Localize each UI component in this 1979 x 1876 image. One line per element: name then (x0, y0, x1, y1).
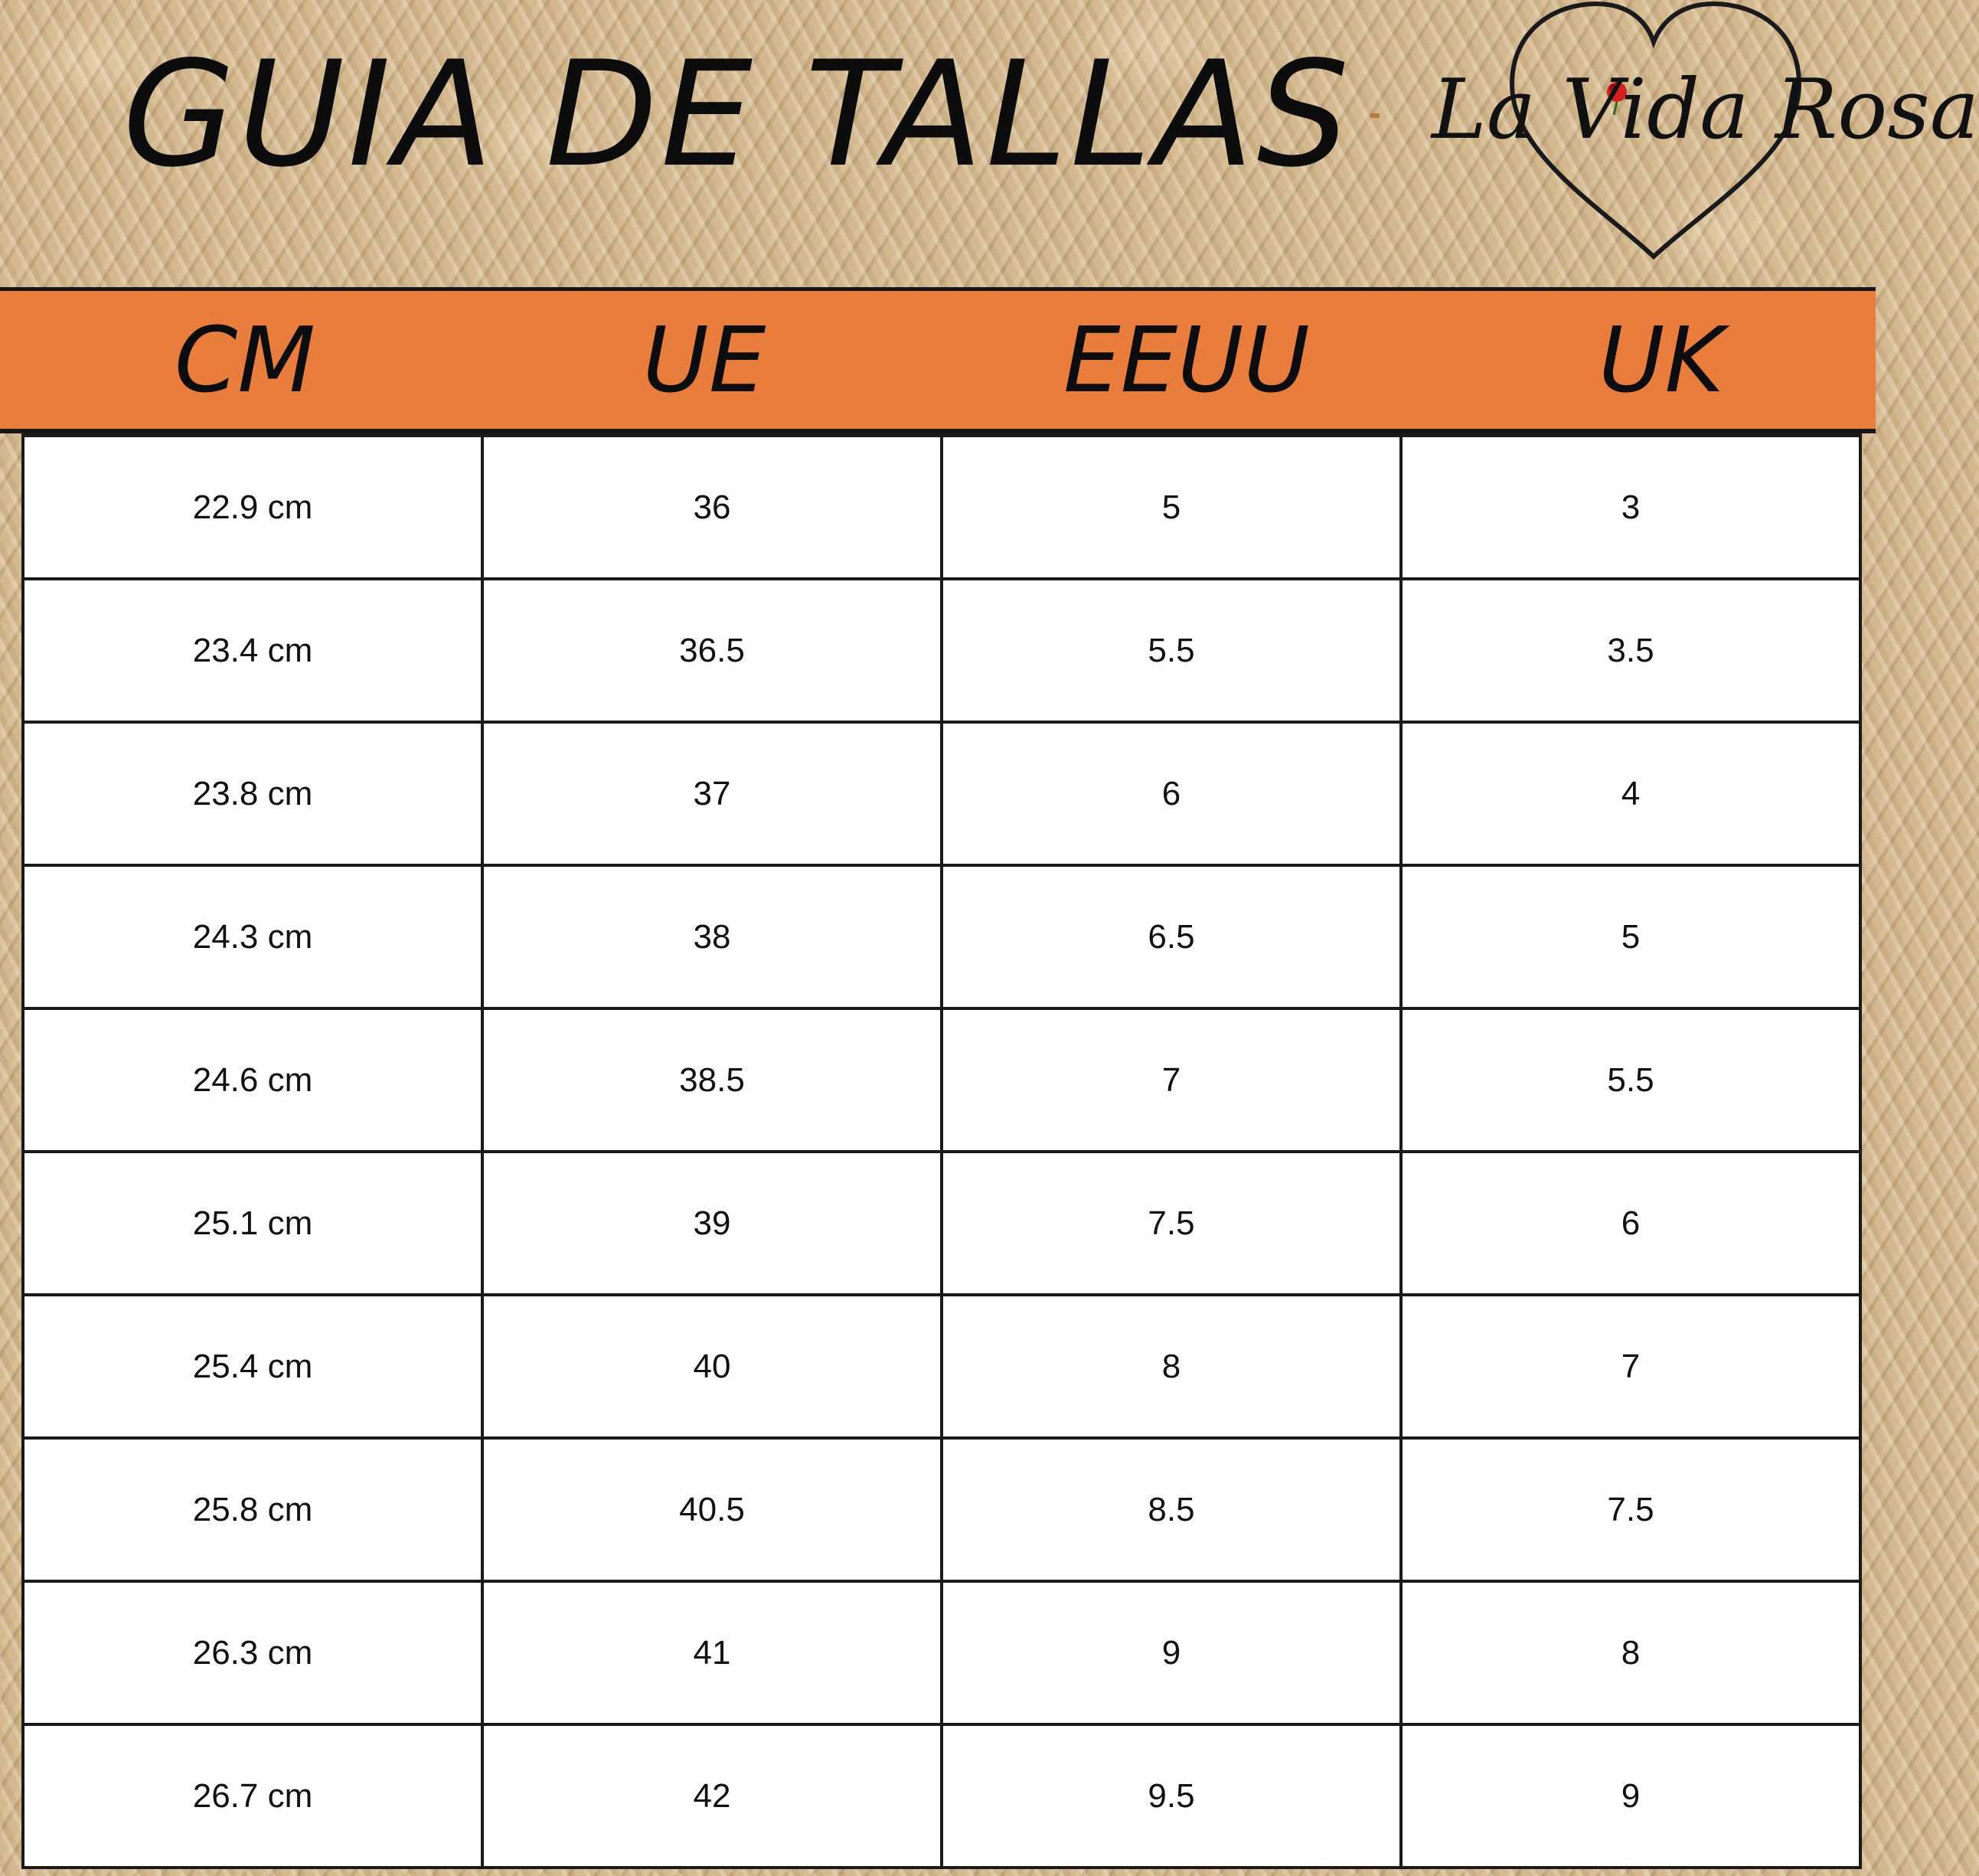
cell-cm: 23.8 cm (23, 722, 482, 865)
page-title: GUIA DE TALLAS (122, 30, 1353, 199)
cell-eeuu: 5.5 (942, 579, 1401, 722)
cell-ue: 40 (482, 1295, 942, 1438)
table-row (23, 1008, 1860, 1152)
cell-eeuu: 5 (942, 436, 1401, 580)
cell-eeuu: 8.5 (942, 1438, 1401, 1581)
cell-ue: 39 (482, 1152, 942, 1295)
cell-cm: 25.1 cm (23, 1152, 482, 1295)
table-row (23, 1438, 1860, 1581)
table-row (23, 722, 1860, 865)
cell-cm: 24.3 cm (23, 865, 482, 1008)
cell-eeuu: 6.5 (942, 865, 1401, 1008)
table-row (23, 1295, 1860, 1438)
cell-eeuu: 9 (942, 1581, 1401, 1724)
header-ue: UE (642, 307, 766, 413)
table-row (23, 865, 1860, 1008)
table-header (0, 287, 1876, 433)
table-row (23, 579, 1860, 722)
cell-uk: 7 (1401, 1295, 1860, 1438)
cell-uk: 4 (1401, 722, 1860, 865)
cell-eeuu: 7 (942, 1008, 1401, 1152)
cell-eeuu: 6 (942, 722, 1401, 865)
cell-cm: 25.8 cm (23, 1438, 482, 1581)
cell-uk: 3.5 (1401, 579, 1860, 722)
table-row (23, 1581, 1860, 1724)
cell-cm: 22.9 cm (23, 436, 482, 580)
cell-uk: 8 (1401, 1581, 1860, 1724)
cell-cm: 23.4 cm (23, 579, 482, 722)
cell-uk: 9 (1401, 1724, 1860, 1868)
cell-cm: 24.6 cm (23, 1008, 482, 1152)
cell-cm: 26.7 cm (23, 1724, 482, 1868)
cell-ue: 41 (482, 1581, 942, 1724)
cell-ue: 38.5 (482, 1008, 942, 1152)
cell-uk: 6 (1401, 1152, 1860, 1295)
brand-name: La Vida Rosa (1432, 62, 1979, 158)
cell-cm: 26.3 cm (23, 1581, 482, 1724)
cell-uk: 5.5 (1401, 1008, 1860, 1152)
cell-ue: 36 (482, 436, 942, 580)
header-cm: CM (174, 307, 316, 413)
cell-uk: 7.5 (1401, 1438, 1860, 1581)
cell-eeuu: 9.5 (942, 1724, 1401, 1868)
cell-ue: 36.5 (482, 579, 942, 722)
cell-uk: 3 (1401, 436, 1860, 580)
cell-ue: 42 (482, 1724, 942, 1868)
header-uk: UK (1599, 307, 1724, 413)
brand-logo (1370, 0, 1979, 264)
cell-ue: 40.5 (482, 1438, 942, 1581)
cell-uk: 5 (1401, 865, 1860, 1008)
cell-eeuu: 8 (942, 1295, 1401, 1438)
cell-ue: 38 (482, 865, 942, 1008)
logo-dash (1370, 113, 1380, 118)
cell-cm: 25.4 cm (23, 1295, 482, 1438)
table-row (23, 1724, 1860, 1868)
size-table (21, 433, 1862, 1869)
cell-ue: 37 (482, 722, 942, 865)
table-row (23, 1152, 1860, 1295)
cell-eeuu: 7.5 (942, 1152, 1401, 1295)
header-eeuu: EEUU (1063, 307, 1310, 413)
table-row (23, 436, 1860, 580)
